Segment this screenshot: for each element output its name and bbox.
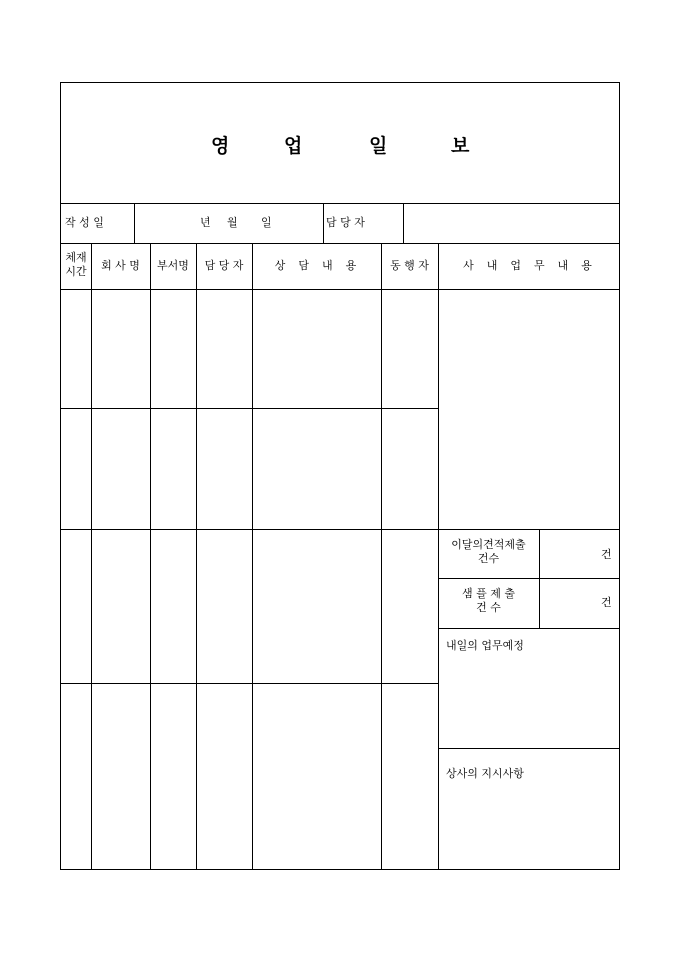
quote-count-label xyxy=(438,538,539,566)
sample-count-label-line2: 건 수 xyxy=(476,601,501,614)
title-char: 보 xyxy=(451,135,470,157)
divider xyxy=(61,203,619,204)
sample-count-unit: 건 xyxy=(601,596,612,609)
divider xyxy=(91,243,92,869)
header-companion: 동 행 자 xyxy=(390,259,429,272)
day-label: 일 xyxy=(261,216,272,229)
title-char: 영 xyxy=(211,135,230,157)
header-consult-content: 상 담 내 용 xyxy=(274,259,359,272)
divider xyxy=(381,243,382,869)
divider xyxy=(323,203,324,243)
year-label: 년 xyxy=(200,216,211,229)
quote-count-label-line2: 건수 xyxy=(477,552,500,565)
tomorrow-plan-label: 내일의 업무예정 xyxy=(446,639,524,652)
header-stay-time-line1: 체재 xyxy=(65,251,87,264)
header-stay-time-line2: 시간 xyxy=(65,265,87,278)
divider xyxy=(61,243,619,244)
divider xyxy=(438,578,619,579)
header-manager: 담 당 자 xyxy=(204,259,244,272)
header-department: 부서명 xyxy=(157,259,189,272)
manager-label: 담 당 자 xyxy=(326,216,365,229)
divider xyxy=(438,628,619,629)
divider xyxy=(134,203,135,243)
sales-daily-report-form xyxy=(60,82,620,870)
divider xyxy=(150,243,151,869)
date-label: 작 성 일 xyxy=(65,216,104,229)
boss-instructions-label: 상사의 지시사항 xyxy=(446,767,524,780)
month-label: 월 xyxy=(227,216,238,229)
header-internal-work: 사 내 업 무 내 용 xyxy=(463,259,594,272)
divider xyxy=(196,243,197,869)
divider xyxy=(403,203,404,243)
divider xyxy=(61,529,619,530)
title-char: 업 xyxy=(284,135,303,157)
title-char: 일 xyxy=(369,135,388,157)
sample-count-label xyxy=(438,587,539,615)
header-stay-time xyxy=(61,251,91,279)
quote-count-label-line1: 이달의견적제출 xyxy=(451,538,526,551)
header-company: 회 사 명 xyxy=(101,259,140,272)
divider xyxy=(252,243,253,869)
divider xyxy=(539,529,540,628)
quote-count-unit: 건 xyxy=(601,548,612,561)
divider xyxy=(438,748,619,749)
divider xyxy=(61,289,619,290)
sample-count-label-line1: 샘 플 제 출 xyxy=(462,587,515,600)
